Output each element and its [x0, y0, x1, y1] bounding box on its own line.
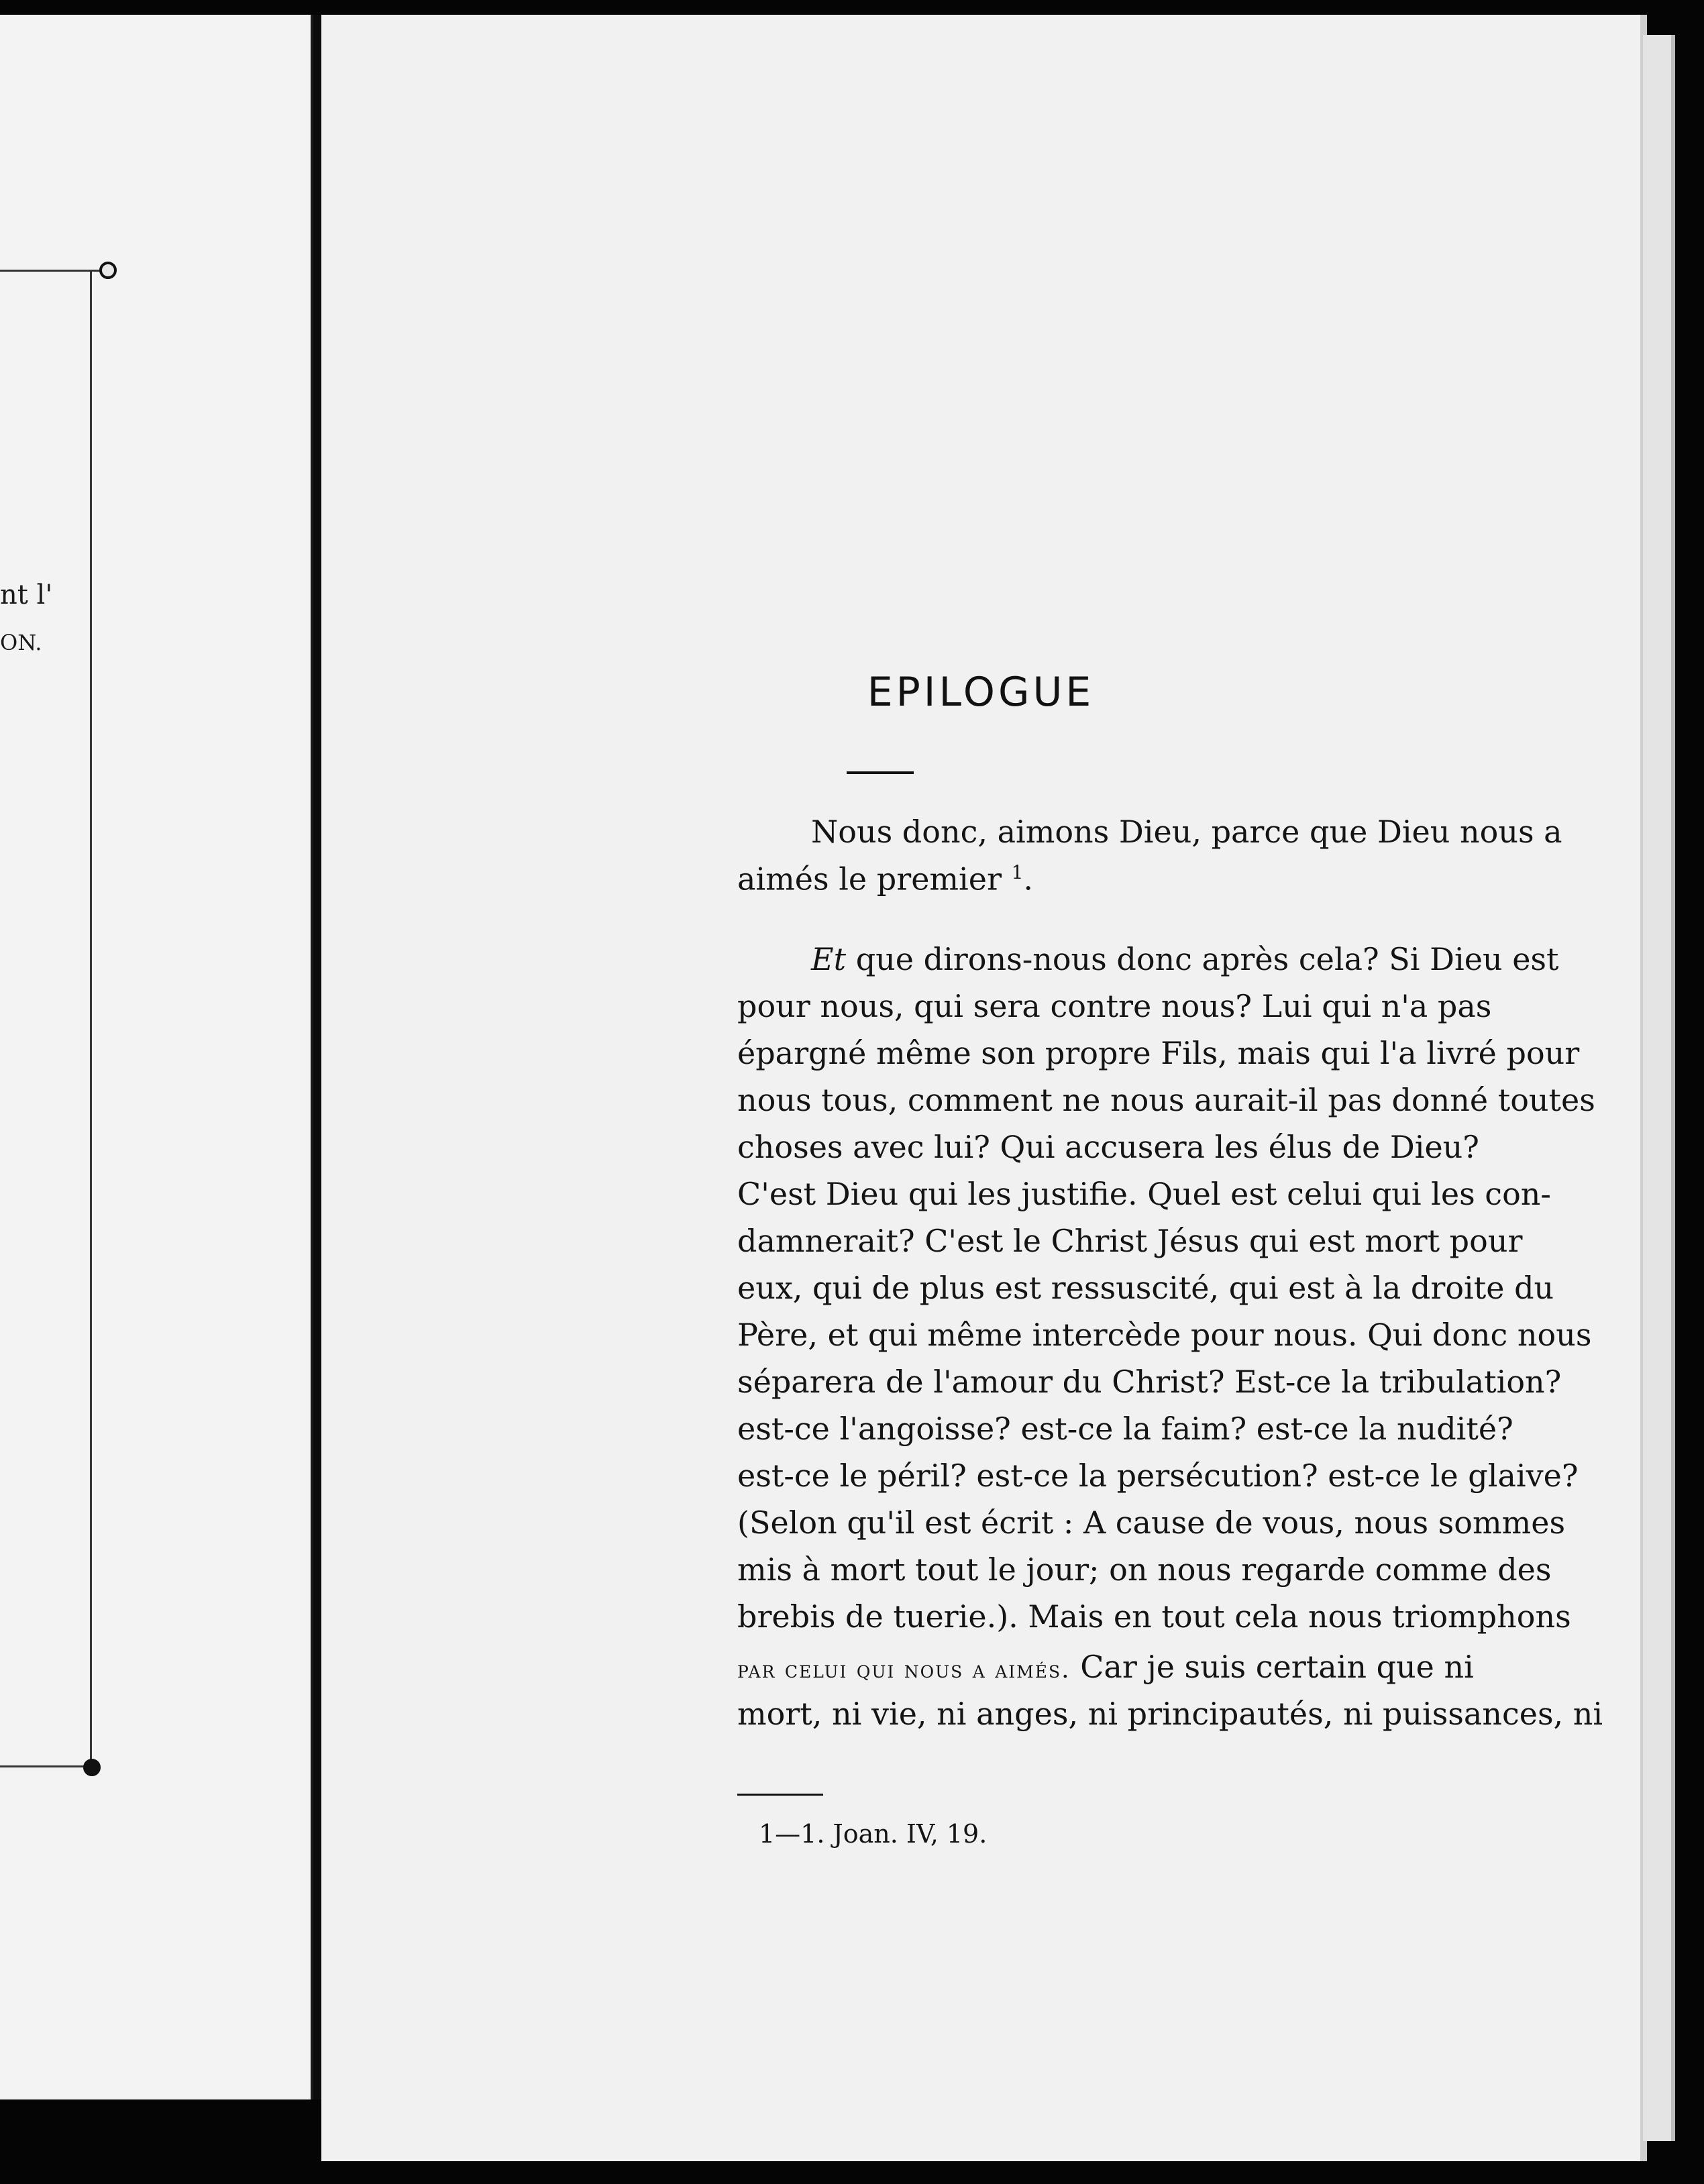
- paragraph-line: mis à mort tout le jour; on nous regarde comme des: [737, 1551, 1552, 1588]
- left-page-line: nt l': [0, 580, 53, 610]
- paragraph-line: C'est Dieu qui les justifie. Quel est celui qui les con-: [737, 1176, 1551, 1212]
- paragraph-text: .: [1023, 861, 1034, 897]
- left-page: [0, 15, 313, 2099]
- paragraph-line: eux, qui de plus est ressuscité, qui est à la droite du: [737, 1270, 1554, 1306]
- paragraph-line: séparera de l'amour du Christ? Est-ce la tribulation?: [737, 1364, 1562, 1400]
- book-gutter: [313, 15, 321, 2099]
- paragraph-line: (Selon qu'il est écrit : A cause de vous, nous sommes: [737, 1505, 1566, 1541]
- left-page-line: ON.: [0, 630, 42, 655]
- footnote-marker: 1: [1011, 861, 1024, 883]
- paragraph-line: est-ce l'angoisse? est-ce la faim? est-ce la nudité?: [737, 1411, 1513, 1447]
- paragraph-line: Père, et qui même intercède pour nous. Qui donc nous: [737, 1317, 1592, 1353]
- italic-lead: Et: [811, 941, 847, 977]
- footnote: 1—1. Joan. IV, 19.: [759, 1819, 988, 1849]
- paragraph-text: aimés le premier: [737, 861, 1002, 897]
- paragraph-line: choses avec lui? Qui accusera les élus de Dieu?: [737, 1129, 1479, 1165]
- ring-ornament-icon: [83, 1759, 101, 1776]
- ring-ornament-icon: [99, 262, 117, 279]
- paragraph-line: est-ce le péril? est-ce la persécution? est-ce le glaive?: [737, 1458, 1579, 1494]
- paragraph-line: damnerait? C'est le Christ Jésus qui est mort pour: [737, 1223, 1523, 1259]
- paragraph-line: brebis de tuerie.). Mais en tout cela nous triomphons: [737, 1598, 1571, 1635]
- paragraph-text: que dirons-nous donc après cela? Si Dieu est: [846, 941, 1559, 977]
- paragraph-line: mort, ni vie, ni anges, ni principautés, ni puissances, ni: [737, 1696, 1603, 1732]
- paragraph-line: [737, 814, 1562, 850]
- paragraph-line: épargné même son propre Fils, mais qui l'a livré pour: [737, 1035, 1580, 1071]
- small-caps-text: par celui qui nous a aimés.: [737, 1656, 1071, 1684]
- paragraph-line: nous tous, comment ne nous aurait-il pas donné toutes: [737, 1082, 1595, 1118]
- footnote-rule: [737, 1794, 823, 1796]
- paragraph-line: [737, 1649, 1474, 1685]
- paragraph-line: pour nous, qui sera contre nous? Lui qui n'a pas: [737, 988, 1492, 1024]
- paragraph-text: Nous donc, aimons Dieu, parce que Dieu nous a: [811, 814, 1562, 850]
- left-frame-bottom-rule: [0, 1765, 87, 1767]
- title-rule: [847, 771, 914, 774]
- left-frame-side-rule: [90, 270, 92, 1765]
- page-title: EPILOGUE: [867, 669, 1095, 716]
- paragraph-text: Car je suis certain que ni: [1070, 1649, 1474, 1685]
- paragraph-line: [737, 941, 1559, 977]
- right-page: [321, 15, 1647, 2161]
- paragraph-line: [737, 861, 1034, 897]
- left-frame-top-rule: [0, 270, 101, 272]
